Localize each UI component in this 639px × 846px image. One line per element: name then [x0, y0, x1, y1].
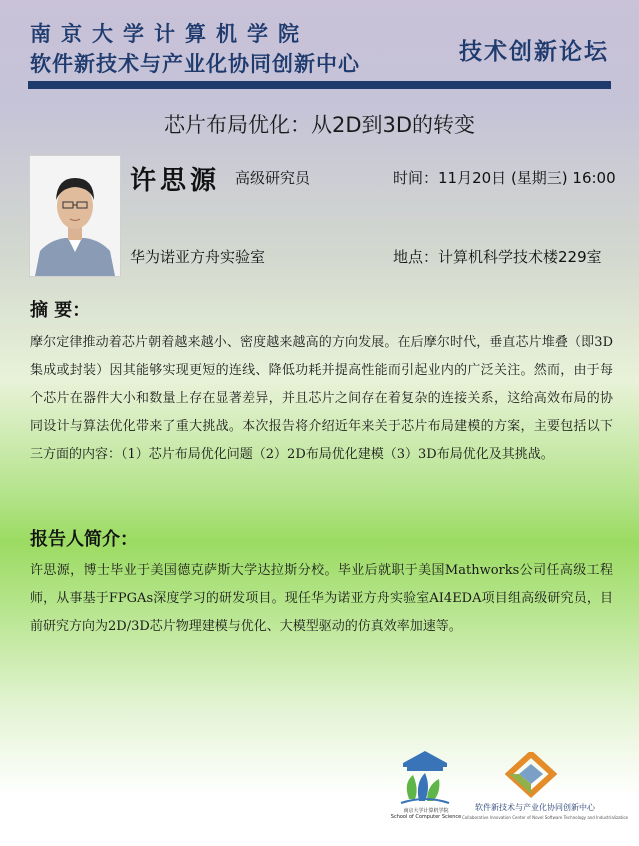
innovation-center-caption: 软件新技术与产业化协同创新中心 — [475, 803, 595, 812]
speaker-position: 高级研究员 — [235, 169, 311, 187]
event-time: 时间：11月20日 (星期三) 16:00 — [393, 169, 616, 187]
innovation-center-caption-en: Collaborative Innovation Center of Novel Software Technology and Industrialization — [462, 815, 629, 820]
nju-cs-caption-en: School of Computer Science — [390, 814, 462, 820]
nju-cs-logo-caption — [384, 808, 468, 820]
bio-text: 许思源，博士毕业于美国德克萨斯大学达拉斯分校。毕业后就职于美国Mathworks公司任高级工程师，从事基于FPGAs深度学习的研发项目。现任华为诺亚方舟实验室AI4EDA项目组高级研究员，目前研究方向为2D/3D芯片物理建模与优化、大模型驱动的仿真效率加速等。 — [30, 563, 613, 634]
abstract-text: 摩尔定律推动着芯片朝着越来越小、密度越来越高的方向发展。在后摩尔时代，垂直芯片堆叠（即3D集成或封装）因其能够实现更短的连线、降低功耗并提高性能而引起业内的广泛关注。然而，由于每个芯片在器件大小和数量上存在显著差异，并且芯片之间存在着复杂的连接关系，这给高效布局的协同设计与算法优化带来了重大挑战。本次报告将介绍近年来关于芯片布局建模的方案，主要包括以下三方面的内容：（1）芯片布局优化问题（2）2D布局优化建模（3）3D布局优化及其挑战。 — [30, 335, 613, 462]
innovation-center-logo — [505, 752, 557, 800]
event-location: 地点：计算机科学技术楼229室 — [393, 248, 602, 266]
speaker-photo — [29, 155, 121, 277]
talk-title: 芯片布局优化：从2D到3D的转变 — [163, 113, 476, 137]
abstract-heading: 摘 要： — [30, 300, 91, 321]
forum-title: 技术创新论坛 — [459, 39, 609, 65]
center-name: 软件新技术与产业化协同创新中心 — [30, 52, 360, 76]
school-name: 南京大学计算机学院 — [30, 22, 309, 46]
header-divider — [28, 81, 611, 89]
nju-cs-caption-cn: 南京大学计算机学院 — [403, 808, 449, 814]
bio-heading: 报告人简介： — [30, 529, 138, 550]
speaker-affiliation: 华为诺亚方舟实验室 — [130, 248, 266, 266]
speaker-name: 许思源 — [130, 166, 221, 196]
